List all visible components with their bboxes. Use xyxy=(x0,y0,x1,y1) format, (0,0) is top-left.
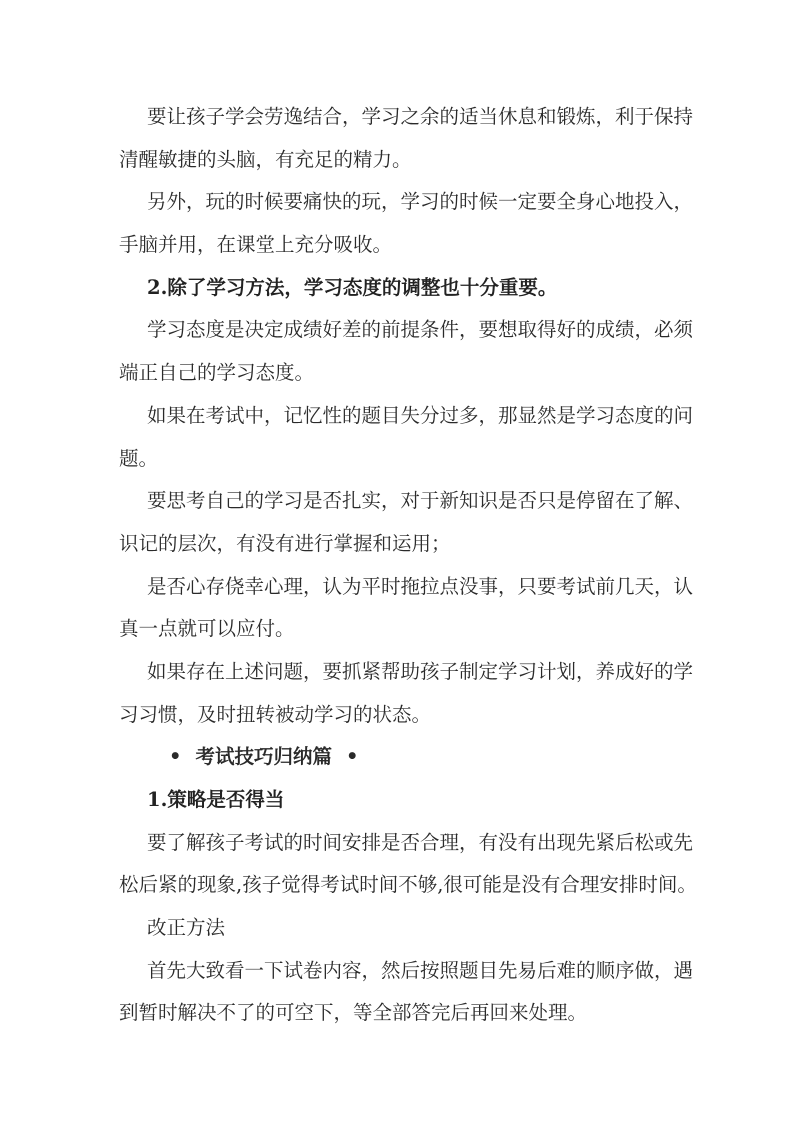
paragraph-line: 识记的层次，有没有进行掌握和运用； xyxy=(119,531,451,555)
paragraph-line: 松后紧的现象,孩子觉得考试时间不够,很可能是没有合理安排时间。 xyxy=(119,873,697,897)
paragraph-line: 改正方法 xyxy=(147,916,226,940)
paragraph-line: 题。 xyxy=(119,446,159,470)
paragraph-line: 真一点就可以应付。 xyxy=(119,617,295,641)
paragraph-line: 另外，玩的时候要痛快的玩，学习的时候一定要全身心地投入， xyxy=(147,190,694,214)
paragraph-line: 要让孩子学会劳逸结合，学习之余的适当休息和锻炼，利于保持 xyxy=(147,105,694,128)
paragraph-line: 习习惯，及时扭转被动学习的状态。 xyxy=(119,702,432,726)
subheading: 2.除了学习方法，学习态度的调整也十分重要。 xyxy=(147,275,558,299)
paragraph-line: 要了解孩子考试的时间安排是否合理，有没有出现先紧后松或先 xyxy=(147,830,694,854)
section-heading xyxy=(119,736,689,779)
bullet-left: • xyxy=(169,745,182,769)
paragraph-line: 到暂时解决不了的可空下，等全部答完后再回来处理。 xyxy=(119,1001,588,1025)
paragraph-line: 是否心存侥幸心理，认为平时拖拉点没事，只要考试前几天，认 xyxy=(147,574,694,598)
bullet-right: • xyxy=(345,745,359,769)
section-heading-text: 考试技巧归纳篇 xyxy=(195,745,332,769)
document-page xyxy=(119,96,697,1035)
subheading: 1.策略是否得当 xyxy=(147,788,285,811)
paragraph-line: 首先大致看一下试卷内容，然后按照题目先易后难的顺序做，遇 xyxy=(147,958,694,982)
paragraph-line: 如果在考试中，记忆性的题目失分过多，那显然是学习态度的问 xyxy=(147,403,694,427)
paragraph-line: 端正自己的学习态度。 xyxy=(119,361,315,385)
paragraph-line: 清醒敏捷的头脑，有充足的精力。 xyxy=(119,147,412,171)
paragraph-line: 学习态度是决定成绩好差的前提条件，要想取得好的成绩，必须 xyxy=(147,318,694,342)
paragraph-line: 如果存在上述问题，要抓紧帮助孩子制定学习计划，养成好的学 xyxy=(147,659,694,683)
paragraph-line: 手脑并用，在课堂上充分吸收。 xyxy=(119,233,393,257)
paragraph-line: 要思考自己的学习是否扎实，对于新知识是否只是停留在了解、 xyxy=(147,489,694,513)
